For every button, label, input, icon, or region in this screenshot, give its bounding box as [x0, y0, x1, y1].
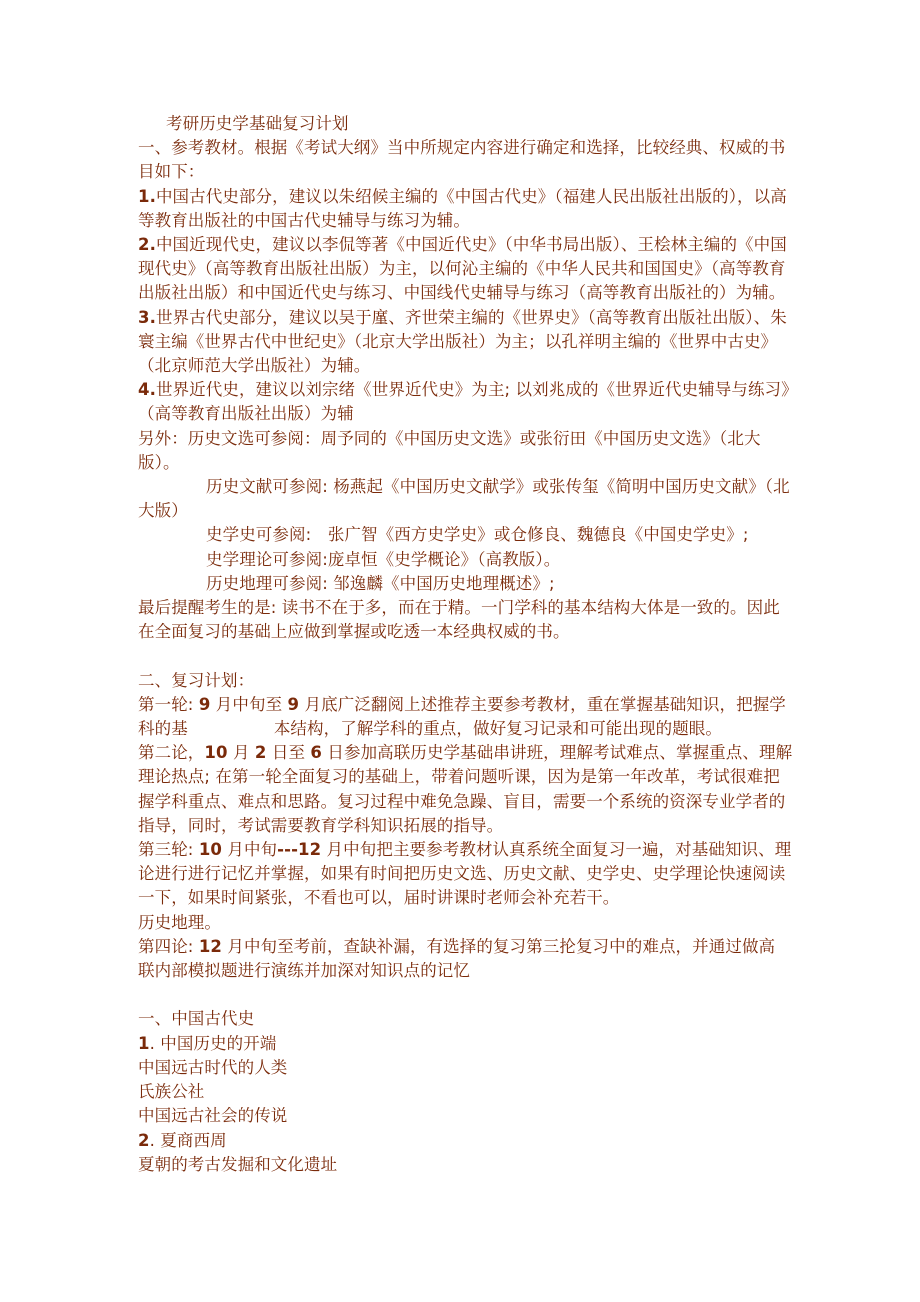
- wenxian-ref-line-2: 大版）: [138, 501, 188, 521]
- item-2-line-2: 现代史》（高等教育出版社出版）为主，以何沁主编的《中华人民共和国国史》（高等教育: [138, 259, 786, 279]
- reminder-line-2: 在全面复习的基础上应做到掌握或吃透一本经典权威的书。: [138, 622, 570, 642]
- round-2-text-c: 日参加高联历史学基础串讲班，理解考试难点、掌握重点、理解: [327, 743, 793, 763]
- chapter-1-title: [138, 1032, 788, 1056]
- page-title: 考研历史学基础复习计划: [166, 114, 349, 133]
- round-3-line-1: [138, 838, 792, 862]
- round-3-line-4: 历史地理。: [138, 912, 221, 932]
- round-1-line-1: [138, 693, 788, 717]
- round-1-label: 第一轮:: [138, 694, 194, 714]
- round-3-text-a: 月中旬: [227, 840, 278, 860]
- item-2-line-3: 出版社出版）和中国近代史与练习、中国线代史辅导与练习（高等教育出版社的）为辅。: [138, 283, 786, 303]
- round-1-line-2: [138, 717, 788, 741]
- item-1-line-2: 等教育出版社的中国古代史辅导与练习为辅。: [138, 210, 470, 230]
- round-2-line-4: 指导，同时，考试需要教育学科知识拓展的指导。: [138, 815, 504, 835]
- spacer: [138, 644, 788, 668]
- chapter-1-topic-b: 氏族公社: [138, 1082, 205, 1102]
- chapter-2-text: . 夏商西周: [149, 1130, 227, 1150]
- item-4-line-2: （高等教育出版社出版）为辅: [138, 404, 354, 424]
- section-3-heading: 一、中国古代史: [138, 1009, 255, 1029]
- round-1-month-start: 9: [198, 694, 211, 714]
- round-2-text-a: 月: [232, 743, 250, 763]
- section-1-heading: 一、参考教材。根据《考试大纲》当中所规定内容进行确定和选择，比较经典、权威的书: [138, 138, 786, 158]
- round-4-month: 12: [198, 936, 222, 956]
- wenxian-ref-line-1: 历史文献可参阅: 杨燕起《中国历史文献学》或张传玺《简明中国历史文献》（北: [206, 477, 790, 497]
- section-2-heading: 二、复习计划：: [138, 670, 255, 690]
- round-3-label: 第三轮:: [138, 840, 194, 860]
- item-3-line-1: [138, 306, 788, 330]
- item-4-text: 世界近代史，建议以刘宗绪《世界近代史》为主; 以刘兆成的《世界近代史辅导与练习》: [155, 380, 798, 400]
- item-1-line-1: [138, 185, 788, 209]
- document-page: [138, 112, 798, 1177]
- lishi-dili-ref: 历史地理可参阅: 邹逸麟《中国历史地理概述》;: [206, 573, 555, 593]
- round-1-text-b: 月底广泛翻阅上述推荐主要参考教材，重在掌握基础知识，把握学: [304, 694, 786, 714]
- chapter-2-title: [138, 1129, 788, 1153]
- section-1-heading-cont: 目如下：: [138, 162, 205, 182]
- item-3-line-3: （北京师范大学出版社）为辅。: [138, 356, 371, 376]
- round-2-day-start: 2: [254, 743, 267, 763]
- round-4-line-2: 联内部模拟题进行演练并加深对知识点的记忆: [138, 961, 470, 981]
- round-3-line-3: 一下，如果时间紧张，不看也可以，届时讲课时老师会补充若干。: [138, 888, 620, 908]
- round-1-text-a: 月中旬至: [215, 694, 283, 714]
- reminder-line-1: 最后提醒考生的是: 读书不在于多，而在于精。一门学科的基本结构大体是一致的。因此: [138, 598, 780, 618]
- extra-refs-line-1: 另外：历史文选可参阅：周予同的《中国历史文选》或张衍田《中国历史文选》（北大: [138, 428, 761, 448]
- round-3-month-start: 10: [198, 840, 222, 860]
- item-2-number: 2.: [138, 235, 156, 255]
- round-3-month-end: ---12: [277, 840, 322, 860]
- chapter-1-number: 1: [138, 1033, 150, 1053]
- round-2-text-b: 日至: [271, 743, 306, 763]
- chapter-1-topic-a: 中国远古时代的人类: [138, 1057, 288, 1077]
- extra-refs-line-2: 版）。: [138, 452, 180, 472]
- round-2-line-1: [138, 741, 793, 765]
- item-1-number: 1.: [138, 186, 156, 206]
- round-3-text-b: 月中旬把主要参考教材认真系统全面复习一遍，对基础知识、理: [326, 840, 792, 860]
- round-2-label: 第二论，: [138, 743, 205, 763]
- item-2-text: 中国近现代史，建议以李侃等著《中国近代史》（中华书局出版）、王桧林主编的《中国: [155, 235, 787, 255]
- chapter-2-topic-a: 夏朝的考古发掘和文化遗址: [138, 1154, 338, 1174]
- item-4-line-1: [138, 378, 798, 402]
- round-2-month: 10: [204, 743, 228, 763]
- round-2-line-2: 理论热点; 在第一轮全面复习的基础上，带着问题听课，因为是第一年改革，考试很难把: [138, 767, 780, 787]
- round-2-line-3: 握学科重点、难点和思路。复习过程中难免急躁、盲目，需要一个系统的资深专业学者的: [138, 791, 786, 811]
- chapter-1-text: . 中国历史的开端: [149, 1033, 277, 1053]
- round-4-label: 第四论:: [138, 936, 194, 956]
- item-4-number: 4.: [138, 380, 156, 400]
- round-4-text-a: 月中旬至考前，查缺补漏，有选择的复习第三抡复习中的难点，并通过做高: [227, 936, 776, 956]
- item-3-text: 世界古代史部分，建议以吴于廑、齐世荣主编的《世界史》（高等教育出版社出版）、朱: [155, 307, 787, 327]
- item-3-line-2: 寰主编《世界古代中世纪史》（北京大学出版社）为主；以孔祥明主编的《世界中古史》: [138, 331, 778, 351]
- chapter-1-topic-c: 中国远古社会的传说: [138, 1106, 288, 1126]
- round-1-text-c: 科的基: [138, 719, 188, 739]
- round-3-line-2: 论进行进行记忆并掌握，如果有时间把历史文选、历史文献、史学史、史学理论快速阅读: [138, 864, 786, 884]
- chapter-2-number: 2: [138, 1130, 150, 1150]
- item-2-line-1: [138, 233, 788, 257]
- item-1-text: 中国古代史部分，建议以朱绍候主编的《中国古代史》（福建人民出版社出版的），以高: [155, 186, 787, 206]
- shixue-lilun-ref: 史学理论可参阅:庞卓恒《史学概论》（高教版）。: [206, 549, 561, 569]
- round-4-line-1: [138, 935, 788, 959]
- item-3-number: 3.: [138, 307, 156, 327]
- spacer: [138, 983, 788, 1007]
- round-1-month-end: 9: [287, 694, 300, 714]
- round-2-day-end: 6: [310, 743, 323, 763]
- shixueshi-ref: 史学史可参阅: 张广智《西方史学史》或仓修良、魏德良《中国史学史》;: [206, 525, 749, 545]
- round-1-text-d: 本结构，了解学科的重点，做好复习记录和可能出现的题眼。: [273, 719, 723, 739]
